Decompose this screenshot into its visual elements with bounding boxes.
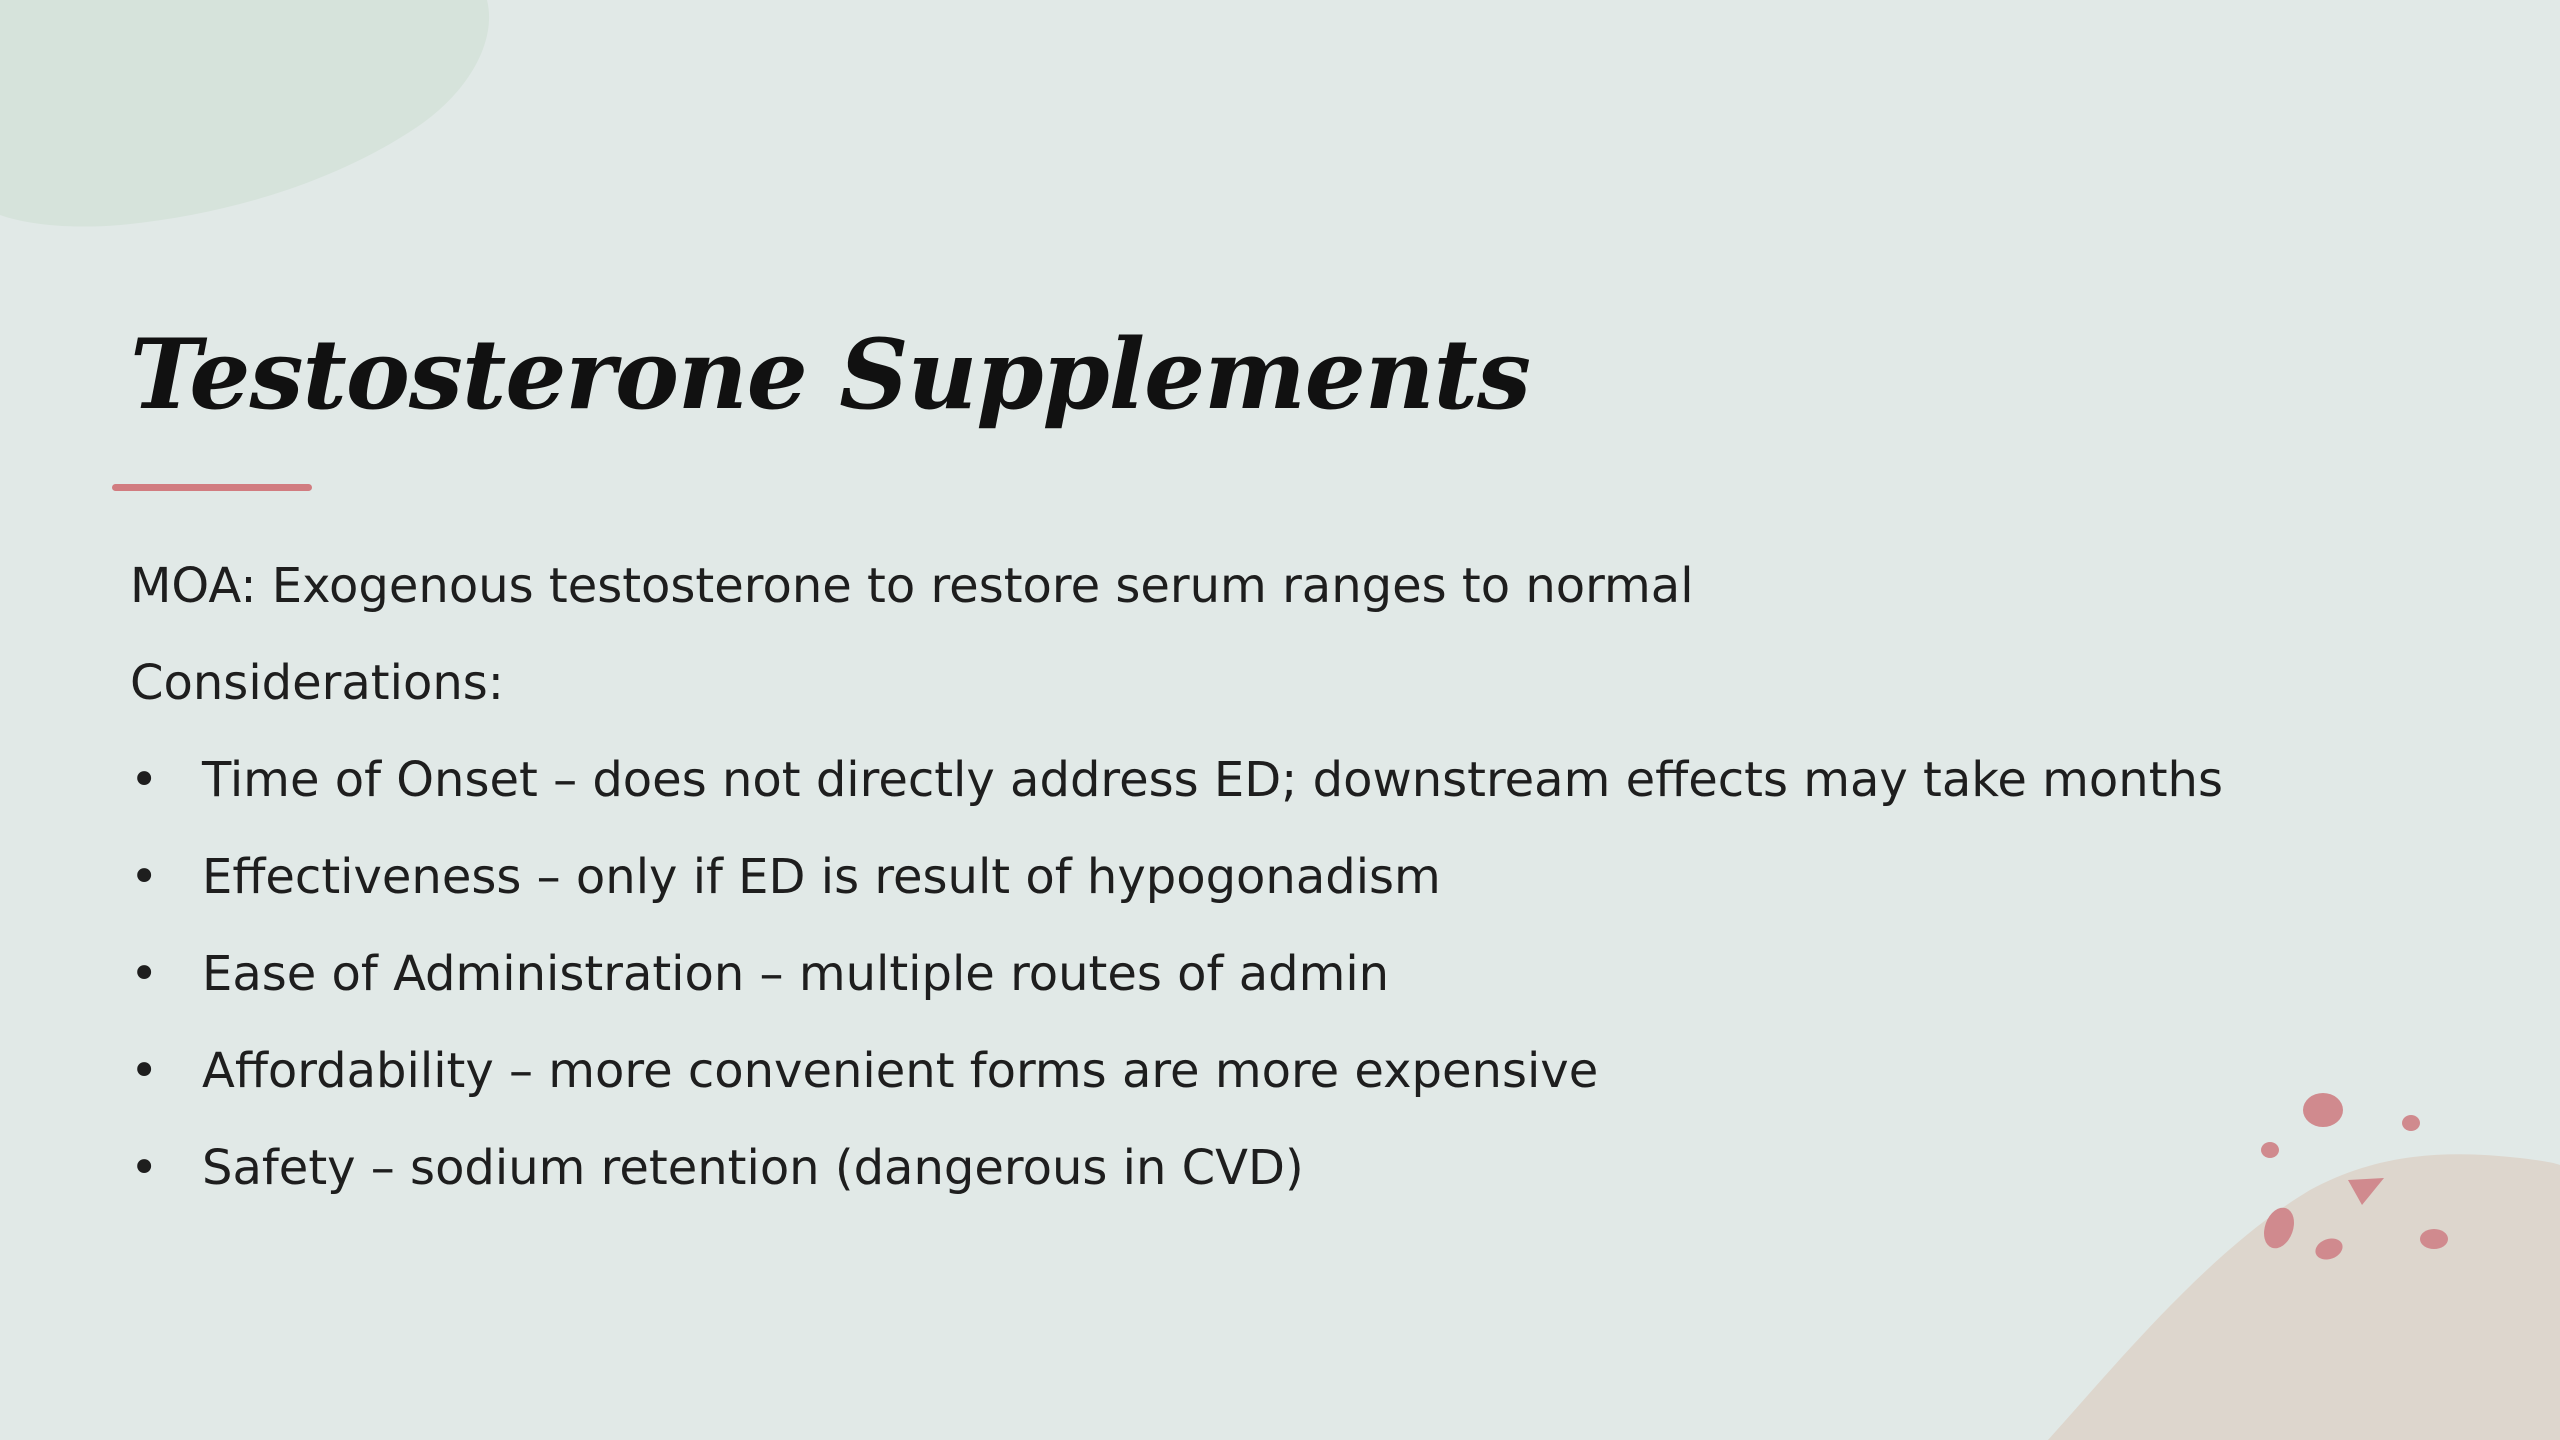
title-accent-line [112,484,312,491]
list-item-text: Affordability – more convenient forms are more expensive [202,1043,1599,1099]
list-item-text: Effectiveness – only if ED is result of hypogonadism [202,849,1441,905]
bullet-icon: • [130,1043,159,1099]
list-item [130,926,2430,1023]
bullet-icon: • [130,849,159,905]
top-left-blob-shape [0,0,489,227]
bullet-icon: • [130,1140,159,1196]
list-item [130,1120,2430,1217]
slide-title: Testosterone Supplements [130,318,1531,431]
bullet-icon: • [130,752,159,808]
list-item [130,732,2430,829]
list-item [130,829,2430,926]
list-item-text: Time of Onset – does not directly address ED; downstream effects may take months [202,752,2223,808]
list-item-text: Ease of Administration – multiple routes of admin [202,946,1390,1002]
moa-text: MOA: Exogenous testosterone to restore serum ranges to normal [130,558,1694,614]
list-item [130,1023,2430,1120]
speckle [2420,1229,2448,1249]
bullet-icon: • [130,946,159,1002]
considerations-list [130,732,2430,1217]
slide-body [130,538,2430,1217]
list-item-text: Safety – sodium retention (dangerous in CVD) [202,1140,1304,1196]
considerations-label: Considerations: [130,655,504,711]
